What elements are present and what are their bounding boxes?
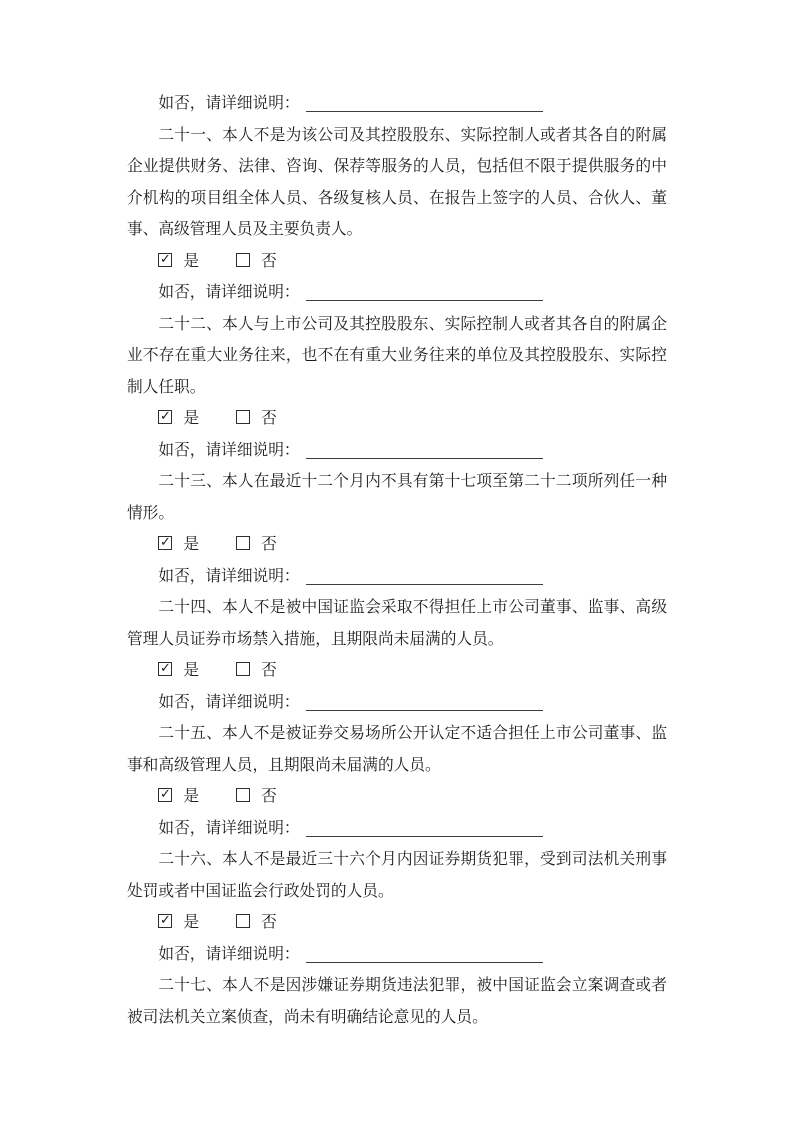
no-label: 否	[261, 252, 277, 270]
detail-row	[127, 561, 667, 593]
detail-row	[127, 88, 667, 120]
checkmark-icon: ✓	[159, 787, 171, 802]
detail-prompt-label: 如否，请详细说明：	[158, 95, 300, 112]
yes-checkbox[interactable]	[158, 662, 172, 676]
item-paragraph	[127, 844, 667, 907]
detail-blank-field[interactable]	[306, 948, 543, 963]
detail-prompt-label: 如否，请详细说明：	[158, 284, 300, 301]
item-paragraph	[127, 718, 667, 781]
detail-row	[127, 813, 667, 845]
yes-no-row	[127, 655, 667, 687]
declaration-item-24	[127, 592, 667, 718]
yes-no-row	[127, 907, 667, 939]
declaration-item-23	[127, 466, 667, 592]
yes-no-row	[127, 529, 667, 561]
checkmark-icon: ✓	[159, 251, 171, 267]
item-number: 二十一、	[158, 126, 222, 144]
yes-label: 是	[183, 914, 200, 931]
declaration-item-27	[127, 970, 667, 1033]
detail-prompt-label: 如否，请详细说明：	[158, 567, 300, 585]
item-text: 本人不是被中国证监会采取不得担任上市公司董事、监事、高级管理人员证券市场禁入措施，且期限尚未届满的人员。	[127, 599, 668, 648]
item-text: 本人不是被证券交易场所公开认定不适合担任上市公司董事、监事和高级管理人员，且期限尚未届满的人员。	[127, 725, 668, 774]
yes-checkbox[interactable]	[158, 788, 172, 802]
checkmark-icon: ✓	[159, 661, 171, 676]
yes-no-row	[127, 246, 667, 278]
declaration-item-22	[127, 309, 667, 467]
item-number: 二十六、	[158, 851, 222, 868]
yes-label: 是	[183, 252, 200, 270]
declaration-item-21	[127, 120, 667, 309]
no-checkbox[interactable]	[236, 410, 250, 424]
detail-blank-field[interactable]	[306, 444, 543, 459]
yes-label: 是	[183, 788, 200, 805]
item-text: 本人在最近十二个月内不具有第十七项至第二十二项所列任一种情形。	[127, 473, 668, 522]
yes-checkbox[interactable]	[158, 410, 172, 424]
checkmark-icon: ✓	[159, 535, 171, 550]
detail-prompt-label: 如否，请详细说明：	[158, 819, 300, 837]
yes-label: 是	[183, 662, 200, 679]
detail-prompt-label: 如否，请详细说明：	[158, 441, 300, 459]
item-paragraph	[127, 466, 667, 529]
yes-checkbox[interactable]	[158, 536, 172, 550]
checkmark-icon: ✓	[159, 409, 171, 424]
detail-blank-field[interactable]	[306, 97, 543, 112]
item-number: 二十二、	[158, 315, 222, 333]
declaration-item-26	[127, 844, 667, 970]
no-label: 否	[261, 662, 277, 679]
no-checkbox[interactable]	[236, 788, 250, 802]
item-text: 本人不是为该公司及其控股股东、实际控制人或者其各自的附属企业提供财务、法律、咨询、保荐等服务的人员，包括但不限于提供服务的中介机构的项目组全体人员、各级复核人员、在报告上签字的人员、合伙人、董事、高级管理人员及主要负责人。	[127, 126, 668, 238]
item-text: 本人不是因涉嫌证券期货违法犯罪，被中国证监会立案调查或者被司法机关立案侦查，尚未有明确结论意见的人员。	[127, 977, 668, 1026]
item-paragraph	[127, 970, 667, 1033]
detail-blank-field[interactable]	[306, 570, 543, 585]
detail-row	[127, 435, 667, 467]
page-content	[127, 88, 667, 1033]
checkmark-icon: ✓	[159, 913, 171, 928]
detail-row	[127, 939, 667, 971]
declaration-item-25	[127, 718, 667, 844]
item-paragraph	[127, 592, 667, 655]
item-number: 二十四、	[158, 599, 222, 616]
no-checkbox[interactable]	[236, 536, 250, 550]
detail-prompt-label: 如否，请详细说明：	[158, 693, 300, 711]
no-label: 否	[261, 410, 277, 427]
no-label: 否	[261, 914, 277, 931]
yes-checkbox[interactable]	[158, 253, 172, 267]
item-number: 二十七、	[158, 977, 222, 994]
detail-blank-field[interactable]	[306, 822, 543, 837]
detail-prompt-label: 如否，请详细说明：	[158, 945, 300, 963]
no-label: 否	[261, 788, 277, 805]
item-paragraph	[127, 309, 667, 404]
detail-row	[127, 277, 667, 309]
item-text: 本人不是最近三十六个月内因证券期货犯罪，受到司法机关刑事处罚或者中国证监会行政处罚的人员。	[127, 851, 668, 900]
no-checkbox[interactable]	[236, 253, 250, 267]
item-number: 二十三、	[158, 473, 222, 490]
yes-label: 是	[183, 410, 200, 427]
detail-blank-field[interactable]	[306, 696, 543, 711]
yes-no-row	[127, 781, 667, 813]
yes-label: 是	[183, 536, 200, 553]
no-checkbox[interactable]	[236, 662, 250, 676]
item-text: 本人与上市公司及其控股股东、实际控制人或者其各自的附属企业不存在重大业务往来，也不在有重大业务往来的单位及其控股股东、实际控制人任职。	[127, 315, 668, 396]
yes-checkbox[interactable]	[158, 914, 172, 928]
no-label: 否	[261, 536, 277, 553]
no-checkbox[interactable]	[236, 914, 250, 928]
detail-row	[127, 687, 667, 719]
item-number: 二十五、	[158, 725, 222, 742]
yes-no-row	[127, 403, 667, 435]
item-paragraph	[127, 120, 667, 246]
detail-blank-field[interactable]	[306, 286, 543, 301]
